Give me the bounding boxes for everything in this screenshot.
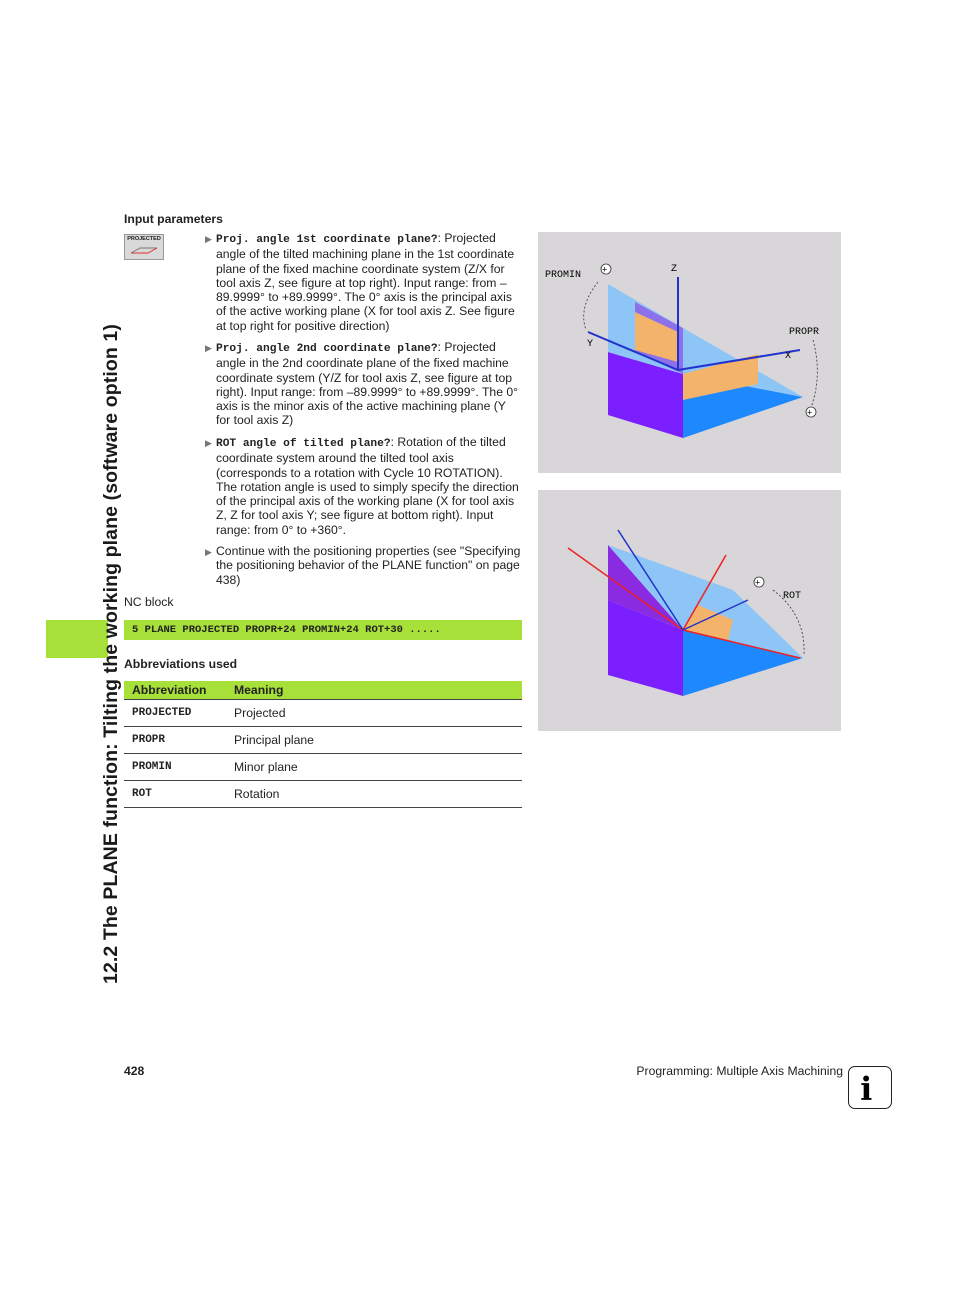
abbreviations-table bbox=[124, 681, 522, 808]
label-x: X bbox=[785, 351, 792, 362]
plus-marker-label: + bbox=[602, 264, 608, 275]
table-row bbox=[124, 781, 522, 808]
bullet-arrow-icon: ▶ bbox=[205, 547, 212, 557]
abbreviation-cell: PROPR bbox=[124, 727, 226, 754]
table-row bbox=[124, 727, 522, 754]
meaning-cell: Projected bbox=[226, 700, 522, 727]
param-continue bbox=[205, 544, 523, 587]
bullet-arrow-icon: ▶ bbox=[205, 438, 212, 448]
chapter-title: 12.2 The PLANE function: Tilting the working plane (software option 1) bbox=[100, 324, 122, 984]
param-keyword: Proj. angle 2nd coordinate plane? bbox=[216, 343, 438, 355]
param-text: Continue with the positioning properties (see "Specifying the positioning behavior of the PLANE function" on page 438) bbox=[216, 544, 521, 587]
nc-block-code: 5 PLANE PROJECTED PROPR+24 PROMIN+24 ROT+30 ..... bbox=[132, 624, 441, 636]
meaning-cell: Principal plane bbox=[226, 727, 522, 754]
abbreviations-heading: Abbreviations used bbox=[124, 657, 238, 671]
input-params-section bbox=[124, 212, 524, 226]
column-header-abbreviation: Abbreviation bbox=[124, 681, 226, 700]
table-header-row bbox=[124, 681, 522, 700]
plus-marker-label: + bbox=[755, 577, 761, 588]
label-promin: PROMIN bbox=[545, 270, 582, 281]
projected-softkey[interactable] bbox=[124, 234, 164, 260]
abbreviation-cell: ROT bbox=[124, 781, 226, 808]
column-header-meaning: Meaning bbox=[226, 681, 522, 700]
bullet-arrow-icon: ▶ bbox=[205, 343, 212, 353]
param-proj-angle-2 bbox=[205, 340, 523, 428]
param-text: : Projected angle of the tilted machining plane in the 1st coordinate plane of the fixed machine coordinate system (Z/X for tool axis Z, see figure at top right). Input range: from –89.9999° to +89.9999°. The 0° axis is the principal axis of the active working plane (X for tool axis Z. See figure at top right for positive direction) bbox=[216, 231, 515, 333]
param-text: : Rotation of the tilted coordinate system around the tilted tool axis (corresponds to a rotation with Cycle 10 ROTATION). The rotation angle is used to simply specify the direction of the principal axis of the working plane (X for tool axis Z, Z for tool axis Y; see figure at bottom right). Input range: from 0° to +360°. bbox=[216, 435, 519, 537]
abbreviation-cell: PROJECTED bbox=[124, 700, 226, 727]
chapter-tab-highlight bbox=[46, 620, 108, 658]
meaning-cell: Minor plane bbox=[226, 754, 522, 781]
input-params-heading: Input parameters bbox=[124, 212, 223, 226]
abbreviation-cell: PROMIN bbox=[124, 754, 226, 781]
promin-arc bbox=[584, 282, 598, 330]
page-number: 428 bbox=[124, 1064, 145, 1078]
figure-rotation bbox=[538, 490, 841, 731]
label-y: Y bbox=[587, 339, 594, 350]
projected-angles-diagram bbox=[538, 232, 841, 473]
softkey-label: PROJECTED bbox=[127, 236, 161, 242]
label-z: Z bbox=[671, 264, 678, 275]
nc-block-code-bar bbox=[124, 620, 522, 640]
rotation-diagram bbox=[538, 490, 841, 731]
param-text: : Projected angle in the 2nd coordinate plane of the fixed machine coordinate system (Y/Z for tool axis Z, see figure at top right). Input range: from –89.9999° to +89.9999°. The 0° axis is the minor axis of the active machining plane (Y for tool axis Z) bbox=[216, 340, 519, 428]
table-row bbox=[124, 700, 522, 727]
label-propr: PROPR bbox=[789, 327, 820, 338]
bullet-arrow-icon: ▶ bbox=[205, 234, 212, 244]
param-keyword: ROT angle of tilted plane? bbox=[216, 438, 391, 450]
figure-projected-angles bbox=[538, 232, 841, 473]
plus-marker-label: + bbox=[807, 407, 813, 418]
info-icon bbox=[848, 1066, 892, 1109]
nc-block-label: NC block bbox=[124, 595, 174, 609]
label-rot: ROT bbox=[783, 591, 802, 602]
meaning-cell: Rotation bbox=[226, 781, 522, 808]
param-keyword: Proj. angle 1st coordinate plane? bbox=[216, 234, 438, 246]
table-row bbox=[124, 754, 522, 781]
propr-arc bbox=[810, 340, 817, 410]
footer-section-title: Programming: Multiple Axis Machining bbox=[636, 1064, 843, 1078]
softkey-graphic-icon bbox=[130, 245, 158, 255]
info-icon-glyph: i bbox=[860, 1070, 873, 1107]
param-proj-angle-1 bbox=[205, 231, 523, 333]
param-rot-angle bbox=[205, 435, 523, 537]
